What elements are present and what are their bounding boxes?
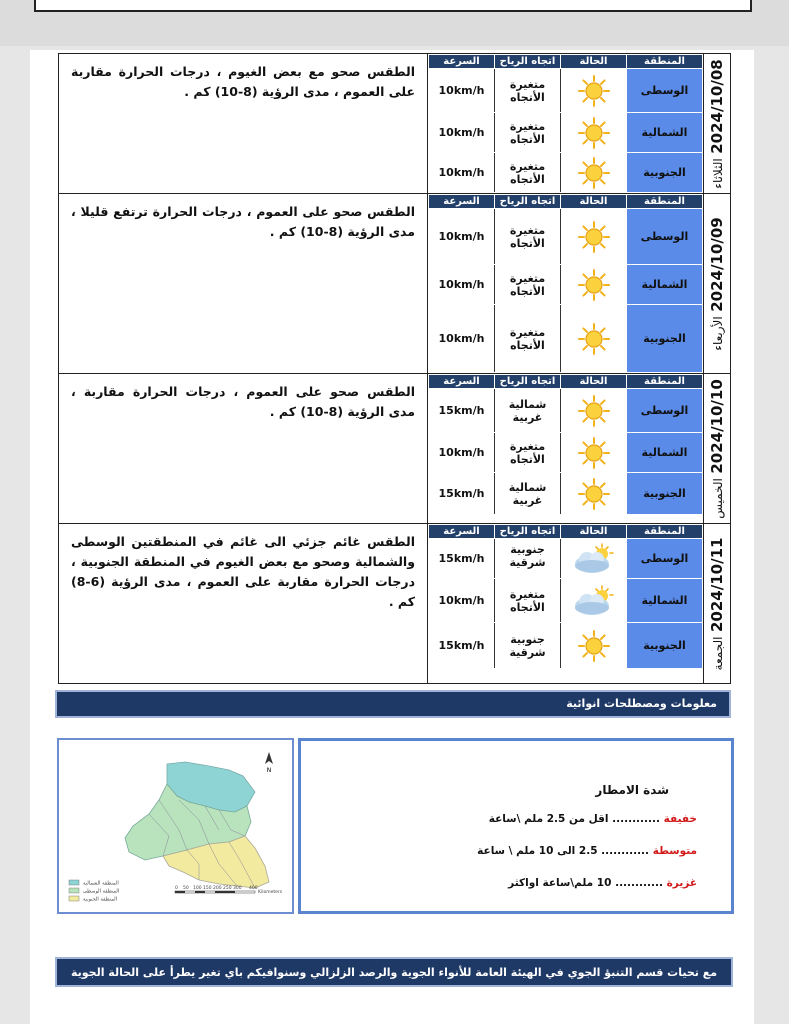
- forecast-day: الأربعاء: [711, 315, 725, 351]
- scale-2: 100: [193, 886, 202, 891]
- rain-level-name: خفيفة: [663, 813, 697, 825]
- region-row: [429, 113, 703, 153]
- wind-speed: 10km/h: [429, 113, 495, 153]
- region-row: [429, 153, 703, 193]
- region-name: الشمالية: [627, 579, 703, 623]
- regions-table: [428, 374, 703, 515]
- scale-5: 250: [223, 886, 232, 891]
- weather-state: [561, 305, 627, 373]
- weather-state: [561, 623, 627, 669]
- legend-north: المنطقة الشمالية: [83, 880, 119, 887]
- weather-state: [561, 209, 627, 265]
- region-row: [429, 579, 703, 623]
- weather-state: [561, 539, 627, 579]
- day-description-cell: [59, 54, 428, 194]
- wind-speed: 10km/h: [429, 209, 495, 265]
- region-name: الوسطى: [627, 209, 703, 265]
- day-date-cell: [704, 374, 731, 524]
- info-terms-bar: معلومات ومصطلحات انوائية: [55, 690, 731, 718]
- sun-icon: [578, 478, 610, 510]
- wind-direction: متغيرة الأتجاه: [495, 69, 561, 113]
- scale-1: 50: [183, 886, 189, 891]
- iraq-regions-map: [57, 738, 294, 914]
- legend-south: المنطقة الجنوبية: [83, 896, 118, 903]
- rain-title: شدة الامطار: [595, 783, 669, 797]
- legend-middle: المنطقة الوسطى: [83, 888, 120, 895]
- regions-header-row: [429, 375, 703, 389]
- sun-icon: [578, 221, 610, 253]
- header-state: الحالة: [561, 195, 627, 209]
- forecast-description: الطقس صحو مع بعض الغيوم ، درجات الحرارة مقاربة على العموم ، مدى الرؤية (8-10) كم .: [71, 64, 415, 99]
- wind-speed: 10km/h: [429, 579, 495, 623]
- forecast-description: الطقس صحو على العموم ، درجات الحرارة مقاربة ، مدى الرؤية (8-10) كم .: [71, 384, 415, 419]
- wind-speed: 10km/h: [429, 433, 495, 473]
- weather-state: [561, 389, 627, 433]
- sun-icon: [578, 117, 610, 149]
- regions-table: [428, 524, 703, 669]
- svg-text:N: N: [266, 767, 272, 774]
- wind-direction: جنوبية شرقية: [495, 623, 561, 669]
- region-row: [429, 623, 703, 669]
- weather-state: [561, 113, 627, 153]
- previous-page-box: [34, 0, 752, 12]
- weather-state: [561, 579, 627, 623]
- forecast-day: الجمعة: [711, 636, 725, 670]
- wind-direction: شمالية غربية: [495, 473, 561, 515]
- forecast-table: [58, 53, 731, 684]
- scale-0: 0: [175, 886, 178, 891]
- wind-direction: متغيرة الأتجاه: [495, 265, 561, 305]
- regions-header-row: [429, 55, 703, 69]
- scale-3: 150: [203, 886, 212, 891]
- sun-icon: [578, 269, 610, 301]
- wind-speed: 15km/h: [429, 389, 495, 433]
- header-speed: السرعة: [429, 195, 495, 209]
- wind-direction: متغيرة الأتجاه: [495, 305, 561, 373]
- header-speed: السرعة: [429, 55, 495, 69]
- wind-direction: متغيرة الأتجاه: [495, 153, 561, 193]
- header-speed: السرعة: [429, 525, 495, 539]
- region-name: الجنوبية: [627, 473, 703, 515]
- header-region: المنطقة: [627, 375, 703, 389]
- header-wind-direction: اتجاه الرياح: [495, 375, 561, 389]
- regions-table: [428, 54, 703, 193]
- forecast-date: 2024/10/09: [708, 216, 726, 312]
- forecast-description: الطقس صحو على العموم ، درجات الحرارة ترتفع قليلا ، مدى الرؤية (8-10) كم .: [71, 204, 415, 239]
- day-description-cell: [59, 524, 428, 684]
- region-row: [429, 69, 703, 113]
- weather-state: [561, 473, 627, 515]
- weather-state: [561, 433, 627, 473]
- region-name: الوسطى: [627, 69, 703, 113]
- weather-state: [561, 69, 627, 113]
- wind-speed: 15km/h: [429, 539, 495, 579]
- region-row: [429, 473, 703, 515]
- wind-speed: 15km/h: [429, 473, 495, 515]
- north-arrow-icon: [265, 752, 273, 774]
- region-row: [429, 539, 703, 579]
- day-description-cell: [59, 374, 428, 524]
- header-wind-direction: اتجاه الرياح: [495, 195, 561, 209]
- forecast-description: الطقس غائم جزئي الى غائم في المنطقتين الوسطى والشمالية وصحو مع بعض الغيوم في المنطقة الجنوبية ، درجات الحرارة مقاربة على العموم ، مدى الرؤية (6-8) كم .: [71, 534, 415, 609]
- rain-level-heavy: [508, 877, 697, 889]
- wind-speed: 15km/h: [429, 623, 495, 669]
- forecast-date: 2024/10/08: [708, 58, 726, 154]
- scale-6: 300: [233, 886, 242, 891]
- day-date-cell: [704, 194, 731, 374]
- sun-icon: [578, 630, 610, 662]
- scale-7: 400: [249, 886, 258, 891]
- forecast-day-row: [59, 374, 731, 524]
- forecast-day-row: [59, 524, 731, 684]
- region-row: [429, 209, 703, 265]
- weather-state: [561, 153, 627, 193]
- rain-intensity-box: [298, 738, 734, 914]
- wind-speed: 10km/h: [429, 153, 495, 193]
- region-name: الجنوبية: [627, 623, 703, 669]
- sun-icon: [578, 157, 610, 189]
- wind-direction: متغيرة الأتجاه: [495, 209, 561, 265]
- region-row: [429, 265, 703, 305]
- footer-greeting-bar: مع تحيات قسم التنبؤ الجوي في الهيئة العامة للأنواء الجوية والرصد الزلزالي وسنوافيكم باي تغير يطرأ على الحالة الجوية: [55, 957, 733, 987]
- region-name: الوسطى: [627, 539, 703, 579]
- rain-level-desc: ............ 10 ملم\ساعة اواكثر: [508, 877, 663, 889]
- regions-grid-cell: [428, 524, 704, 684]
- rain-level-name: متوسطة: [652, 845, 697, 857]
- forecast-day-row: [59, 54, 731, 194]
- partly-cloudy-icon: [572, 543, 616, 575]
- sun-icon: [578, 437, 610, 469]
- header-state: الحالة: [561, 375, 627, 389]
- wind-speed: 10km/h: [429, 265, 495, 305]
- wind-direction: متغيرة الأتجاه: [495, 433, 561, 473]
- header-region: المنطقة: [627, 195, 703, 209]
- wind-speed: 10km/h: [429, 69, 495, 113]
- header-state: الحالة: [561, 525, 627, 539]
- regions-grid-cell: [428, 194, 704, 374]
- day-description-cell: [59, 194, 428, 374]
- day-date-cell: [704, 54, 731, 194]
- region-row: [429, 433, 703, 473]
- map-scale-bar: [175, 885, 283, 895]
- sun-icon: [578, 395, 610, 427]
- forecast-day: الخميس: [711, 477, 725, 519]
- wind-direction: متغيرة الأتجاه: [495, 113, 561, 153]
- header-state: الحالة: [561, 55, 627, 69]
- forecast-date: 2024/10/11: [708, 537, 726, 632]
- map-legend: [69, 880, 119, 903]
- day-date-cell: [704, 524, 731, 684]
- map-graphic: [59, 740, 292, 912]
- wind-direction: شمالية غربية: [495, 389, 561, 433]
- region-name: الوسطى: [627, 389, 703, 433]
- regions-header-row: [429, 525, 703, 539]
- regions-grid-cell: [428, 374, 704, 524]
- forecast-day-row: [59, 194, 731, 374]
- region-row: [429, 305, 703, 373]
- regions-grid-cell: [428, 54, 704, 194]
- region-name: الجنوبية: [627, 305, 703, 373]
- header-wind-direction: اتجاه الرياح: [495, 55, 561, 69]
- wind-direction: متغيرة الأتجاه: [495, 579, 561, 623]
- wind-speed: 10km/h: [429, 305, 495, 373]
- previous-page-strip: [0, 0, 789, 46]
- header-region: المنطقة: [627, 55, 703, 69]
- sun-icon: [578, 75, 610, 107]
- sun-icon: [578, 323, 610, 355]
- forecast-date: 2024/10/10: [708, 378, 726, 474]
- scale-unit: Kilometers: [258, 890, 283, 895]
- wind-direction: جنوبية شرقية: [495, 539, 561, 579]
- rain-level-moderate: [477, 845, 697, 857]
- regions-header-row: [429, 195, 703, 209]
- scale-4: 200: [213, 886, 222, 891]
- header-region: المنطقة: [627, 525, 703, 539]
- region-name: الشمالية: [627, 265, 703, 305]
- rain-level-name: غزيرة: [666, 877, 697, 889]
- header-speed: السرعة: [429, 375, 495, 389]
- partly-cloudy-icon: [572, 585, 616, 617]
- region-name: الشمالية: [627, 433, 703, 473]
- header-wind-direction: اتجاه الرياح: [495, 525, 561, 539]
- rain-level-light: [489, 813, 697, 825]
- rain-level-desc: ............ 2.5 الى 10 ملم \ ساعة: [477, 845, 650, 857]
- rain-level-desc: ............ اقل من 2.5 ملم \ساعة: [488, 813, 660, 825]
- region-name: الجنوبية: [627, 153, 703, 193]
- region-name: الشمالية: [627, 113, 703, 153]
- regions-table: [428, 194, 703, 373]
- region-row: [429, 389, 703, 433]
- weather-state: [561, 265, 627, 305]
- forecast-day: الثلاثاء: [711, 157, 725, 189]
